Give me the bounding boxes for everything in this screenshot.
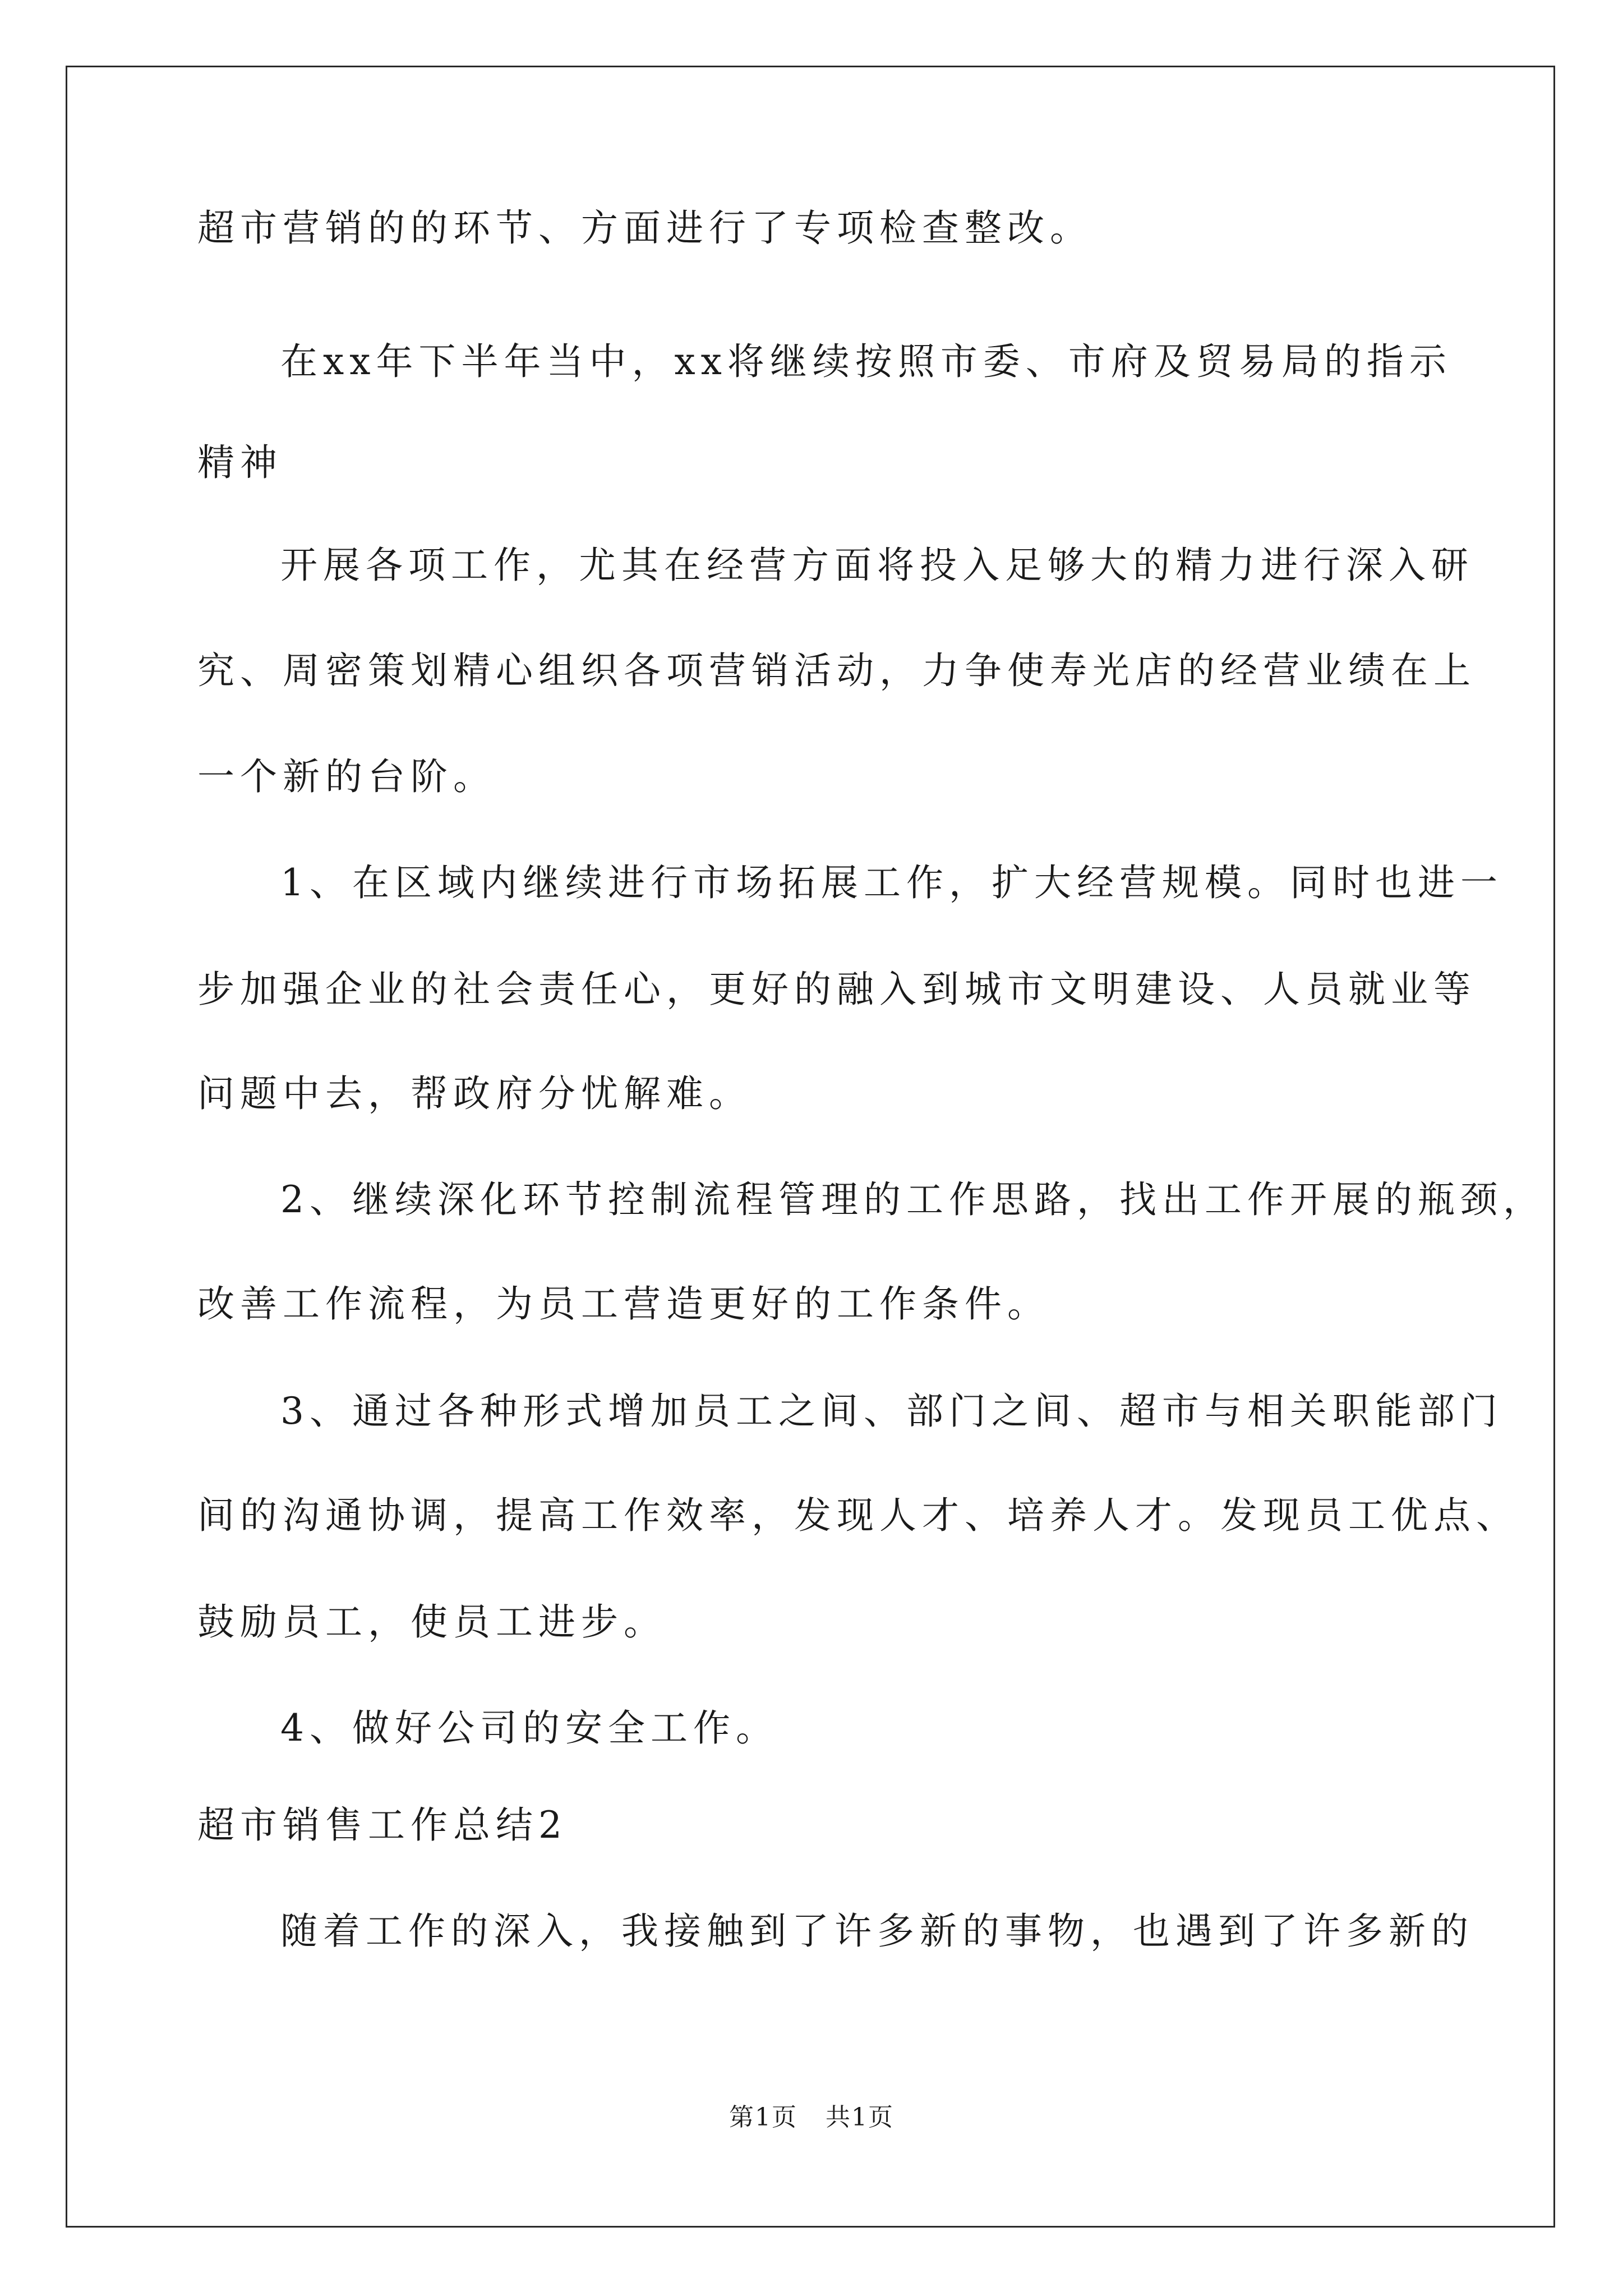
page-total: 共1页 [826,2103,894,2132]
text-line: 间的沟通协调，提高工作效率，发现人才、培养人才。发现员工优点、 [197,1494,1519,1537]
page-footer [0,2101,1623,2134]
page-border [66,66,1555,2228]
text-line: 步加强企业的社会责任心，更好的融入到城市文明建设、人员就业等 [197,968,1476,1011]
text-line: 3、通过各种形式增加员工之间、部门之间、超市与相关职能部门 [280,1389,1503,1433]
text-line: 1、在区域内继续进行市场拓展工作，扩大经营规模。同时也进一 [280,861,1503,904]
text-line: 问题中去，帮政府分忧解难。 [197,1072,751,1115]
text-line: 精神 [197,441,283,484]
text-line: 超市营销的的环节、方面进行了专项检查整改。 [197,206,1092,250]
text-line: 一个新的台阶。 [197,755,496,798]
text-line: 在xx年下半年当中，xx将继续按照市委、市府及贸易局的指示 [280,340,1452,383]
text-line: 2、继续深化环节控制流程管理的工作思路，找出工作开展的瓶颈， [280,1178,1546,1221]
text-line: 究、周密策划精心组织各项营销活动，力争使寿光店的经营业绩在上 [197,649,1476,692]
text-line: 随着工作的深入，我接触到了许多新的事物，也遇到了许多新的 [280,1910,1474,1953]
text-line: 开展各项工作，尤其在经营方面将投入足够大的精力进行深入研 [280,544,1474,587]
section-heading: 超市销售工作总结2 [197,1803,568,1847]
text-line: 鼓励员工，使员工进步。 [197,1600,666,1644]
text-line: 改善工作流程，为员工营造更好的工作条件。 [197,1282,1050,1326]
page-number: 第1页 [729,2103,797,2132]
text-line: 4、做好公司的安全工作。 [280,1706,778,1750]
